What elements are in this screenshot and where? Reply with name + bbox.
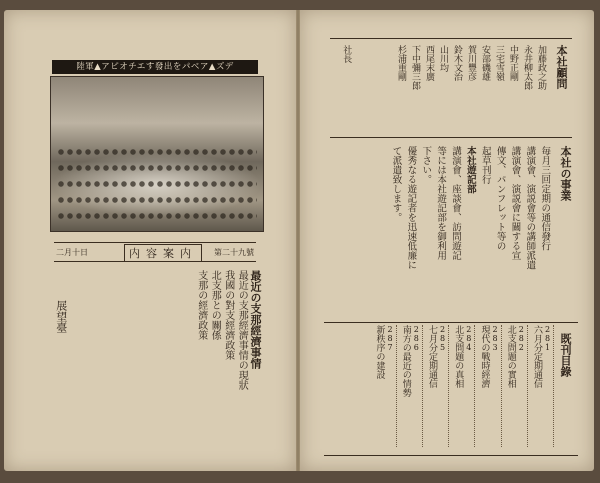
toc-title: 既刊目錄	[559, 333, 572, 377]
toc-entry-text: 北支問題の實相	[505, 325, 516, 388]
staff-name: 賀川豐彦	[466, 45, 476, 81]
toc-entry-number: 281	[543, 325, 552, 352]
business-box	[330, 146, 572, 270]
toc-entry	[399, 325, 423, 447]
business-line: 優秀なる遊記者を迅速低廉に	[405, 146, 417, 270]
staff-name: 加藤政之助	[536, 45, 546, 90]
toc-entry	[477, 325, 501, 447]
toc-entry	[451, 325, 475, 447]
toc-entry-text: 六月分定期通信	[532, 325, 542, 388]
toc-entry-number: 282	[516, 325, 526, 352]
section-line: 支那の經濟政策	[195, 270, 207, 340]
business-line: 講演會、演説會等の講師派遣	[524, 146, 536, 270]
toc-entry-number: 284	[464, 325, 474, 352]
section-line: 最近の支那經濟事情の現狀	[236, 270, 248, 390]
toc-entry-text: 南方の最近の情勢	[400, 325, 411, 397]
notice-issue-right: 第二十九號	[214, 248, 254, 257]
business-line: て派遣致します。	[390, 146, 402, 222]
notice-issue-left: 二月十日	[56, 248, 88, 257]
toc-entry-number: 283	[490, 325, 500, 352]
photo-caption: 陸軍▲アピオチエす發出をパベア▲ズデ	[52, 60, 258, 74]
business-line: 本社遊記部	[464, 146, 476, 194]
toc-entry	[504, 325, 528, 447]
toc-entry-text: 新秩序の建設	[374, 325, 385, 379]
economy-section	[56, 270, 262, 460]
back-issue-list	[324, 322, 578, 456]
staff-name: 下中彌三郎	[410, 45, 420, 90]
staff-name: 鈴木文治	[452, 45, 462, 81]
toc-entry	[372, 325, 396, 447]
toc-entry-number: 286	[411, 325, 421, 352]
business-line: 毎月三回定期の通信發行	[539, 146, 551, 251]
toc-entry-text: 七月分定期通信	[427, 325, 437, 388]
staff-title: 本社顧問	[555, 45, 568, 89]
toc-entry-number: 285	[438, 325, 447, 352]
business-line: 講演會、座談會、訪問遊記	[450, 146, 461, 260]
toc-entry-number: 287	[385, 325, 395, 352]
contents-notice-box	[54, 242, 256, 262]
staff-name: 山川均	[438, 45, 448, 72]
staff-box	[330, 38, 572, 138]
toc-entry-text: 現代の戰時經濟	[479, 325, 490, 388]
business-title: 本社の事業	[559, 146, 572, 201]
staff-head: 社長	[341, 45, 352, 63]
staff-name: 西尾末廣	[424, 45, 434, 81]
crowd-photo	[50, 76, 264, 232]
staff-name: 安部磯雄	[480, 45, 490, 81]
toc-entry	[530, 325, 554, 447]
business-line: 下さい。	[420, 146, 432, 184]
toc-entry-text: 北支問題の真相	[453, 325, 464, 388]
notice-title: 内容案内	[124, 244, 202, 262]
section-line: 北支那との關係	[209, 270, 221, 340]
toc-entry	[425, 325, 449, 447]
section-title: 最近の支那經濟事情	[249, 270, 262, 369]
business-line: 傳文、パンフレット等の	[494, 146, 506, 251]
staff-name: 永井柳太郎	[522, 45, 532, 90]
observation-deck-label: 展望臺	[54, 300, 68, 333]
staff-name: 中野正剛	[508, 45, 518, 81]
business-line: 起草刊行	[479, 146, 491, 184]
business-line: 等には本社遊記部を御利用	[435, 146, 447, 260]
section-line: 我國の對支經濟政策	[222, 270, 234, 360]
staff-name: 三宅雪嶺	[494, 45, 504, 81]
staff-name: 杉浦重剛	[396, 45, 406, 81]
business-line: 講演會、演説會に關する宣	[509, 146, 521, 260]
